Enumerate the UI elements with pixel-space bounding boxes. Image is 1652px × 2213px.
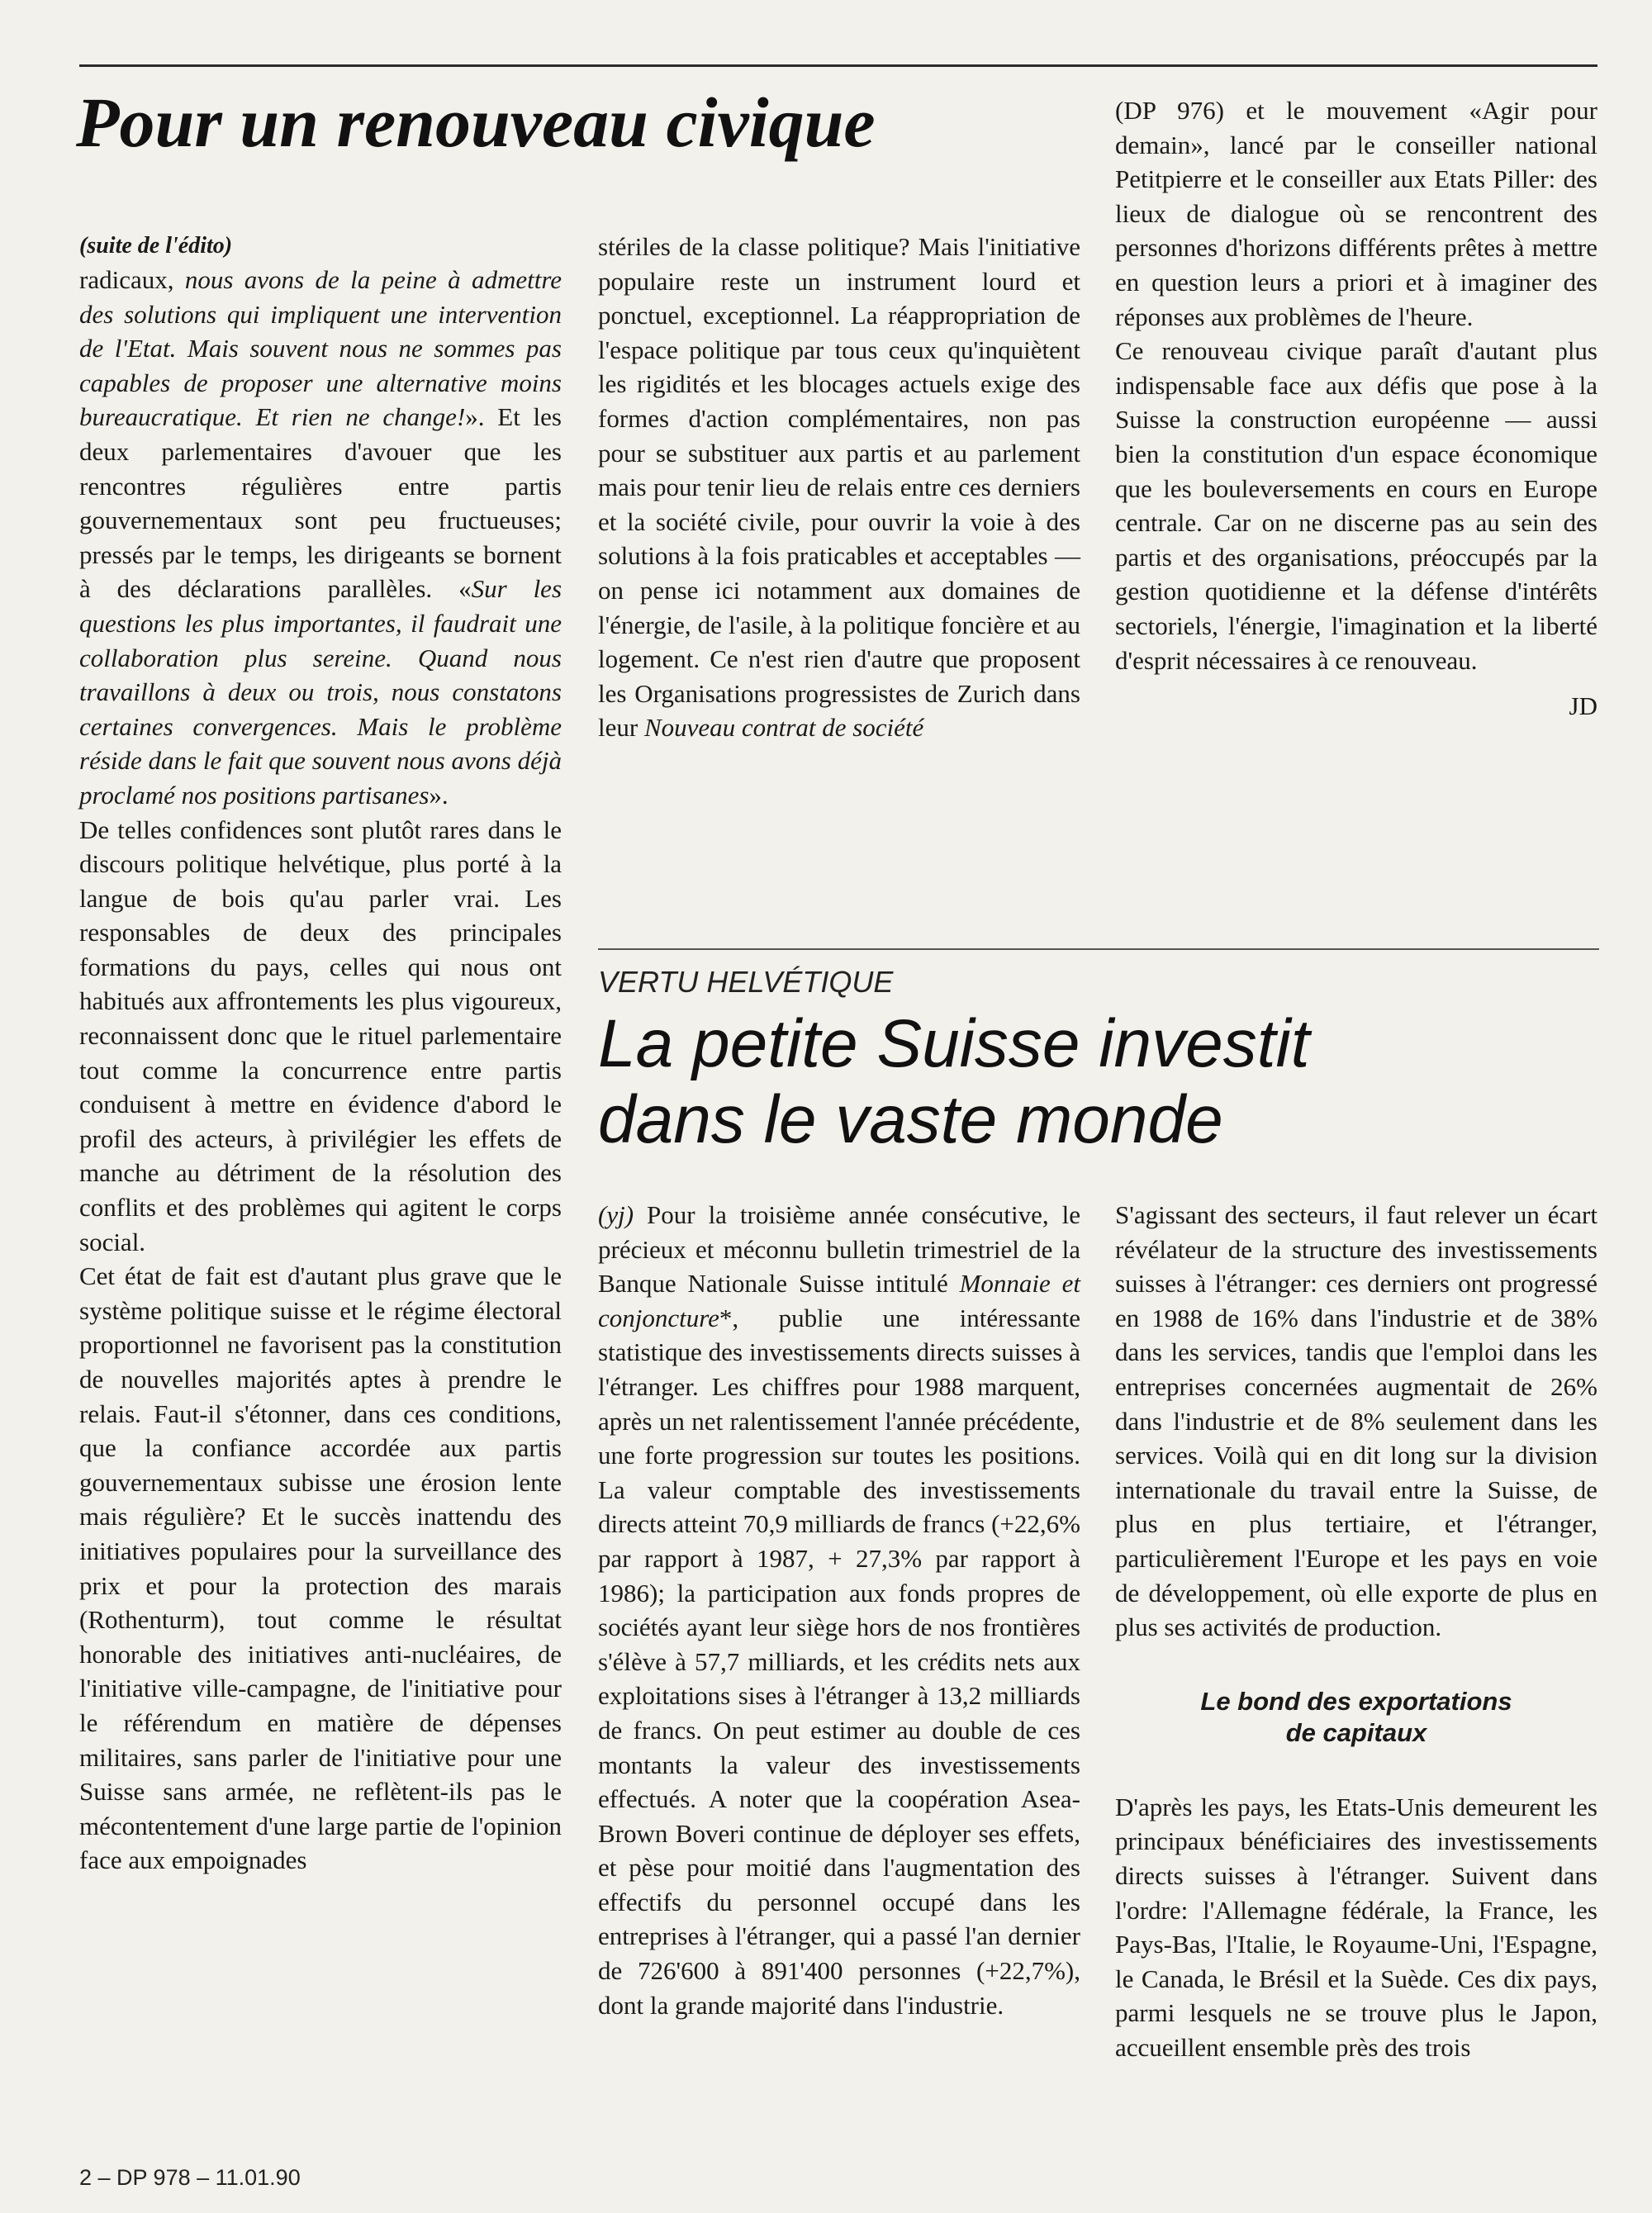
article2-column-1 [598, 1198, 1080, 2022]
article2-title-line1: La petite Suisse investit [598, 1006, 1310, 1081]
italic-run: Sur les questions les plus importantes, il faudrait une collaboration plus sereine. Quand nous travaillons à deux ou trois, nous constatons certaines convergences. Mais le problème réside dans le fait que souvent nous avons déjà proclamé nos positions partisanes [79, 574, 563, 810]
article1-col1-body [79, 263, 562, 1878]
article2-column-2 [1115, 1198, 1597, 2064]
paragraph: (yj) Pour la troisième année consécutive, le précieux et méconnu bulletin trimestriel de la Banque Nationale Suisse intitulé Monnaie et conjoncture*, publie une intéressante statistique des investissements directs suisses à l'étranger. Les chiffres pour 1988 marquent, après un net ralentissement l'année précédente, une forte progression sur toutes les positions. La valeur comptable des investissements directs atteint 70,9 milliards de francs (+22,6% par rapport à 1987, + 27,3% par rapport à 1986); la participation aux fonds propres de sociétés ayant leur siège hors de nos frontières s'élève à 57,7 milliards, et les crédits nets aux exploitations sises à l'étranger à 13,2 milliards de francs. On peut estimer au double de ces montants la valeur des investissements effectués. A noter que la coopération Asea-Brown Boveri continue de déployer ses effets, et pèse pour moitié dans l'augmentation des effectifs du personnel occupé dans les entreprises à l'étranger, qui a passé l'an dernier de 726'600 à 891'400 personnes (+22,7%), dont la grande majorité dans l'industrie. [598, 1200, 1080, 2020]
subheading-line1: Le bond des exportations [1200, 1686, 1512, 1716]
article2-title [598, 1006, 1614, 1158]
article2-subheading [1115, 1686, 1597, 1749]
article1-col2-body [598, 230, 1080, 745]
continued-label: (suite de l'édito) [79, 233, 233, 259]
paragraph: radicaux, nous avons de la peine à admettre des solutions qui impliquent une intervention de l'Etat. Mais souvent nous ne sommes pas capables de proposer une alternative moins bureaucratique. Et rien ne change!». Et les deux parlementaires d'avouer que les rencontres régulières entre partis gouvernementaux sont peu fructueuses; pressés par le temps, les dirigeants se bornent à des déclarations parallèles. «Sur les questions les plus importantes, il faudrait une collaboration plus sereine. Quand nous travaillons à deux ou trois, nous constatons certaines convergences. Mais le problème réside dans le fait que souvent nous avons déjà proclamé nos positions partisanes». [79, 265, 563, 810]
italic-run: Nouveau contrat de société [643, 713, 924, 743]
article1-signature: JD [1569, 691, 1597, 721]
page-footer: 2 – DP 978 – 11.01.90 [79, 2165, 301, 2190]
article1-column-2 [598, 230, 1080, 745]
italic-run: (yj) [598, 1200, 634, 1229]
article2-col1-body [598, 1198, 1080, 2022]
article1-column-1 [79, 230, 562, 1878]
article1-column-3 [1115, 93, 1597, 724]
article2-title-line2: dans le vaste monde [598, 1082, 1223, 1157]
paragraph: Ce renouveau civique paraît d'autant plus indispensable face aux défis que pose à la Suisse la construction européenne — aussi bien la constitution d'un espace économique que les bouleversements en cours en Europe centrale. Car on ne discerne pas au sein des partis et des organisations, préoccupés par la gestion quotidienne et la défense d'intérêts sectoriels, l'énergie, l'imagination et la liberté d'esprit nécessaires à ce renouveau. [1115, 336, 1597, 675]
article1-title: Pour un renouveau civique [76, 83, 876, 162]
paragraph: stériles de la classe politique? Mais l'initiative populaire reste un instrument lourd et ponctuel, exceptionnel. La réappropriation de l'espace politique par tous ceux qu'inquiètent les rigidités et les blocages actuels exige des formes d'action complémentaires, non pas pour se substituer aux partis et au parlement mais pour tenir lieu de relais entre ces derniers et la société civile, pour ouvrir la voie à des solutions à la fois praticables et acceptables — on pense ici notamment aux domaines de l'énergie, de l'asile, à la politique foncière et au logement. Ce n'est rien d'autre que proposent les Organisations progressistes de Zurich dans leur Nouveau contrat de société [598, 232, 1080, 743]
subheading-line2: de capitaux [1285, 1717, 1427, 1747]
article2-col2-after: D'après les pays, les Etats-Unis demeurent les principaux bénéficiaires des investissements directs suisses à l'étranger. Suivent dans l'ordre: l'Allemagne fédérale, la France, les Pays-Bas, l'Italie, le Royaume-Uni, l'Espagne, le Canada, le Brésil et la Suède. Ces dix pays, parmi lesquels ne se trouve plus le Japon, accueillent ensemble près des trois [1115, 1792, 1597, 2062]
section-divider [598, 948, 1599, 950]
article2-kicker: VERTU HELVÉTIQUE [598, 965, 894, 999]
paragraph: De telles confidences sont plutôt rares dans le discours politique helvétique, plus porté à la langue de bois qu'au parler vrai. Les responsables de deux des principales formations du pays, celles qui nous ont habitués aux affrontements les plus vigoureux, reconnaissent donc que le rituel parlementaire tout comme la concurrence entre partis conduisent à mettre en évidence d'abord le profil des acteurs, à privilégier les effets de manche au détriment de la résolution des conflits et des problèmes qui agitent le corps social. [79, 814, 562, 1256]
paragraph: (DP 976) et le mouvement «Agir pour demain», lancé par le conseiller national Petitpierre et le conseiller aux Etats Piller: des lieux de dialogue où se rencontrent des personnes d'horizons différents prêtes à mettre en question leurs a priori et à imaginer des réponses aux problèmes de l'heure. [1115, 96, 1597, 331]
italic-run: nous avons de la peine à admettre des solutions qui impliquent une intervention de l'Etat. Mais souvent nous ne sommes pas capables de proposer une alternative moins bureaucratique. Et rien ne change! [79, 265, 563, 432]
italic-run: Monnaie et conjoncture [598, 1269, 1080, 1332]
top-rule [79, 64, 1597, 67]
article2-col2-intro: S'agissant des secteurs, il faut relever un écart révélateur de la structure des investissements suisses à l'étranger: ces derniers ont progressé en 1988 de 16% dans l'industrie et de 38% dans les services, tandis que l'emploi dans les entreprises concernées augmentait de 26% dans l'industrie et de 8% seulement dans les services. Voilà qui en dit long sur la division internationale du travail entre la Suisse, de plus en plus tertiaire, et l'étranger, particulièrement l'Europe et les pays en voie de développement, où elle exporte de plus en plus ses activités de production. [1115, 1200, 1597, 1642]
article1-col3-body [1115, 93, 1597, 677]
paragraph: Cet état de fait est d'autant plus grave que le système politique suisse et le régime électoral proportionnel ne favorisent pas la constitution de nouvelles majorités aptes à prendre le relais. Faut-il s'étonner, dans ces conditions, que la confiance accordée aux partis gouvernementaux subisse une érosion lente mais régulière? Et le succès inattendu des initiatives populaires pour la surveillance des prix et pour la protection des marais (Rothenturm), tout comme le résultat honorable des initiatives anti-nucléaires, de l'initiative ville-campagne, de l'initiative pour le référendum en matière de dépenses militaires, sans parler de l'initiative pour une Suisse sans armée, ne reflètent-ils pas le mécontentement d'une large partie de l'opinion face aux empoignades [79, 1261, 562, 1875]
